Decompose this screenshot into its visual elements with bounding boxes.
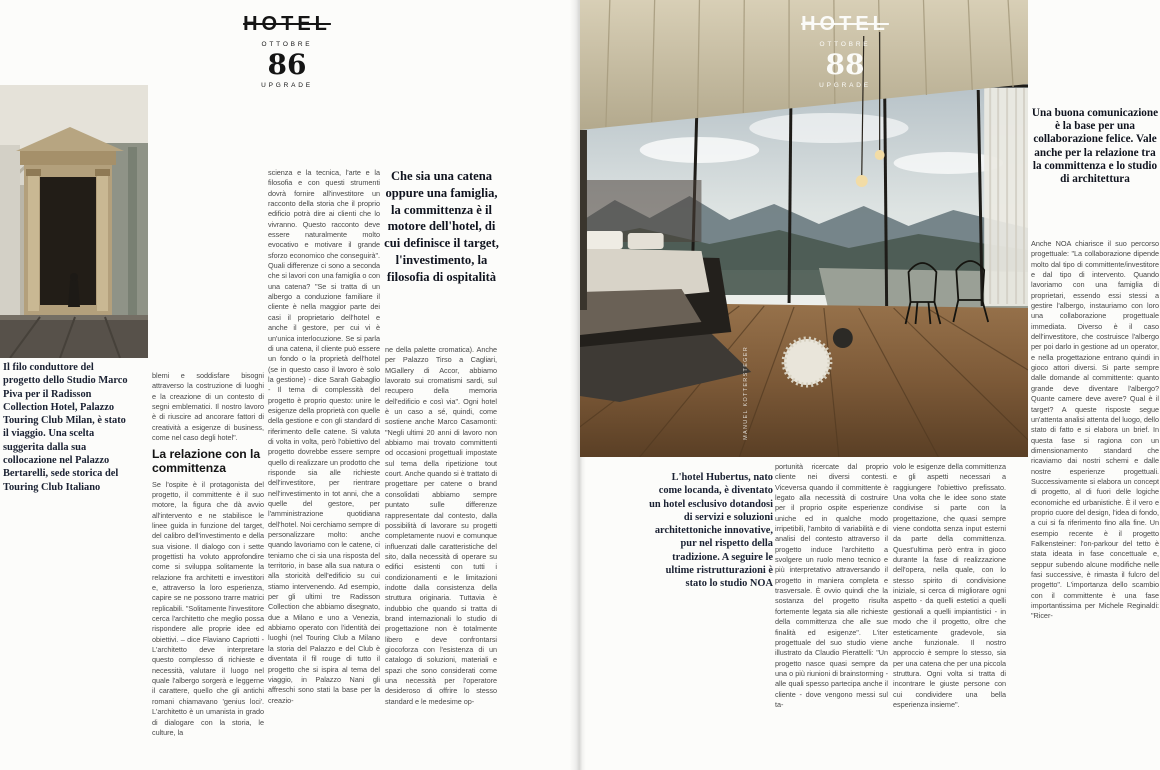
left-photo-caption: Il filo conduttore del progetto dello Studio Marco Piva per il Radisson Collection Hotel, Palazzo Touring Club Milan, è stato il viaggio. Una scelta suggerita dalla sua collocazione nel Palazzo Bertarelli, sede storica del Touring Club Italiano <box>3 362 128 493</box>
text-column-4: portunità ricercate dal proprio cliente nei diversi contesti. Viceversa quando il committente è legato alla necessità di costruire per il proprio ospite esperienze uniche ed in qualche modo irripetibili, l'ambito di variabilità e di analisi del contesto attraverso il progetto induce l'architetto a svolgere un ruolo meno tecnico e più interpretativo attraversando il progetto in maniera completa e trasversale. È ovvio quindi che la sostanza del progetto risulta fortemente legata sia alle richieste della committenza che alle sue finalità ed esigenze". L'iter progettuale del suo studio viene illustrato da Claudio Pierattelli: "Un progetto nasce quasi sempre da una o più riunioni di brainstorming - alle quali spesso partecipa anche il cliente - dove vengono messi sul ta- <box>775 462 888 709</box>
section-heading: La relazione con la committenza <box>152 447 261 475</box>
hotel-logo: HOTEL <box>801 13 889 35</box>
page-number: 86 <box>267 48 307 81</box>
section-name: UPGRADE <box>261 82 313 90</box>
column-body: Se l'ospite è il protagonista del progetto, il committente è il suo motore, la figura che dà avvio all'intervento e ne stabilisce le linee guida in funzione del target, del calibro dell'investimento e della sua visione. Il dialogo con i sette progettisti ha voluto approfondire come si sviluppa solitamente la relazione fra architetti e investitori e, attraverso la loro esperienza, capire se ne possono trarre matrici replicabili. "Solitamente l'investitore cerca l'architetto che meglio possa rispondere alle proprie idee ed obiettivi. – dice Flaviano Capriotti - L'architetto deve interpretare questo complesso di richieste e necessità, valutare il luogo nel quale l'albergo sorgerà e leggerne il carattere, quello che gli antichi romani chiamavano 'genius loci'. L'architetto è un umanista in grado di dialogare con la storia, le culture, la <box>152 479 264 737</box>
pillow <box>585 231 623 249</box>
text-column-6: Anche NOA chiarisce il suo percorso progettuale: "La collaborazione dipende molto dal tipo di committente/investitore e dal tipo di intervento. Quando lavoriamo con una famiglia di proprietari, essendo essi stessi a gestire l'albergo, instauriamo con loro una collaborazione progettuale immediata. Diverso è il caso dell'investitore, che costruisce l'albergo per poi darlo in gestione ad un operator, e nella progettazione entrano quindi in gioco attori diversi. Si parte sempre dalle domande al committente: quanto grande deve diventare l'albergo? Quante camere deve avere? Qual è il target? A queste risposte segue un'attenta analisi attenta del luogo, dello stato di fatto e si elabora un brief. In questa fase si ragiona con un dimensionamento standard che ricaviamo dai nostri schemi e dalle nostre esperienze progettuali. Successivamente si elabora un concept di progetto, al di fuori delle logiche economiche ed urbanistiche. È il vero e proprio cuore del design, l'idea di fondo, a cui si fa riferimento fino alla fine. Un esempio recente è il progetto Falkensteiner: l'on-parkour del tetto è stata ideata in fase concettuale e, seppur subendo alcune modifiche nelle fasi successive, è rimasta il fulcro del progetto". L'importanza dello scambio con il committente è una fase importantissima per Michele Reginaldi: "Ricer- <box>1031 239 1159 621</box>
intro-quote: Una buona comunicazione è la base per una collaborazione felice. Vale anche per la relazione tra la committenza e lo studio di architettura <box>1031 107 1159 186</box>
pillow <box>628 233 664 249</box>
radisson-lobby-photo <box>0 85 148 358</box>
column-lead: blemi e soddisfare bisogni attraverso la costruzione di luoghi e la creazione di un contesto di segni emblematici. Il nostro lavoro è di riuscire ad ancorare fattori di creatività a esigenze di business, come nel caso degli hotel". <box>152 371 264 443</box>
side-table <box>833 328 853 348</box>
doorway <box>40 177 96 305</box>
photo-credit: MANUEL KOTTERSTEGER <box>743 346 749 440</box>
text-column-5: volo le esigenze della committenza e gli aspetti necessari a raggiungere l'obiettivo prefissato. Una volta che le idee sono state condivise si parte con la progettazione, che quasi sempre viene condotta senza input esterni da parte della committenza. Quest'ultima però entra in gioco durante la fase di realizzazione dell'opera, nella quale, con lo stesso spirito di condivisione iniziale, si cerca di migliorare ogni aspetto - da quelli estetici a quelli gestionali a quelli impiantistici - in modo che il progetto, oltre che esteticamente gradevole, sia anche funzionale. Il nostro approccio è sempre lo stesso, sia per una catena che per una piccola struttura. Ogni volta si tratta di incontrare le giuste persone con cui condividere una bella esperienza insieme". <box>893 462 1006 709</box>
column <box>97 173 108 311</box>
text-column-3: ne della palette cromatica). Anche per Palazzo Tirso a Cagliari, MGallery di Accor, abbiamo lavorato sui cromatismi sardi, sul recupero della memoria dell'edificio e così via". Ogni hotel è un caso a sé, quindi, come sostiene anche Marco Casamonti: "Negli ultimi 20 anni di lavoro non abbiamo mai trovato committenti od occasioni progettuali impostate sul tema della ripetizione tout court. Anche quando si è trattato di progettare per catene o brand consolidati abbiamo sempre puntato sulle differenze rappresentate dal contesto, dalla possibilità di lavorare su progetti completamente nuovi e comunque influenzati dalle caratteristiche del sito, dalla necessità di operare su edifici esistenti con tutti i condizionamenti e le limitazioni indotte dalla consistenza della struttura originaria. Tuttavia è indubbio che quando si tratta di brand internazionali lo studio di progettazione non è totalmente libero e deve confrontarsi giocoforza con l'esistenza di un catalogo di soluzioni, materiali e spazi che sono considerati come una necessità per l'operatore desideroso di offrire lo stesso standard e le medesime op- <box>385 345 497 706</box>
pull-quote: Che sia una catena oppure una famiglia, la committenza è il motore dell'hotel, di cui definisce il target, l'investimento, la filosofia di ospitalità <box>384 169 499 284</box>
right-masthead <box>783 13 907 89</box>
page-number: 88 <box>825 48 865 81</box>
text-column-1 <box>152 371 264 768</box>
text-column-2: scienza e la tecnica, l'arte e la filosofia e con questi strumenti dovrà fornire all'investitore un racconto della storia che il proprio edificio potrà dire ai clienti che lo vivranno. Questo racconto deve essere naturalmente molto evocativo e motivare il grande sforzo economico che conseguirà". Quali differenze ci sono a seconda che si lavori con una famiglia o con una catena? "Se si tratta di un albergo a conduzione familiare il cliente è nella maggior parte dei casi il proprietario dell'hotel e anche il gestore, per cui vi è un'unica interlocuzione. Se si parla di una catena, il cliente può essere un fondo o la proprietà dell'hotel (se in questo caso il lavoro è solo la gestione) - dice Sarah Gabaglio - Il tema di complessità del progetto è proprio questo: unire le esigenze della proprietà con quelle della gestione e con gli standard di riferimento delle catene. Si valuta di volta in volta, però l'obiettivo del progetto dovrebbe essere sempre quello di realizzare un prodotto che risponde sia alle richieste dell'investitore, per rientrare nell'investimento in tot anni, che a quelle del gestore, per l'amministrazione quotidiana dell'hotel. Noi cerchiamo sempre di personalizzare molto: anche quando lavoriamo con le catene, ci teniamo che ci sia una risposta del territorio, in base alla sua natura o alla storicità dell'edificio su cui stiamo intervenendo. Ad esempio, per gli ultimi tre Radisson Collection che abbiamo disegnato, due a Milano e uno a Venezia, abbiamo operato con l'identità dei luoghi (nel Touring Club a Milano la storia del Palazzo e del Club è diventata il fil rouge di tutto il progetto che si ispira al tema del viaggio, in Palazzo Nani gli affreschi sono stati la base per la creazio- <box>268 168 380 705</box>
issue-month: OTTOBRE <box>819 41 871 48</box>
left-masthead <box>225 13 349 89</box>
right-photo-caption: L'hotel Hubertus, nato come locanda, è diventato un hotel esclusivo dotandosi di servizi e soluzioni architettoniche innovative, pur nel rispetto della tradizione. A seguire le ultime ristrutturazioni è stato lo studio NOA <box>649 472 773 590</box>
hotel-logo: HOTEL <box>243 13 331 35</box>
issue-month: OTTOBRE <box>261 41 313 48</box>
lobby-illustration <box>0 85 148 358</box>
column <box>28 173 39 311</box>
section-name: UPGRADE <box>819 82 871 90</box>
